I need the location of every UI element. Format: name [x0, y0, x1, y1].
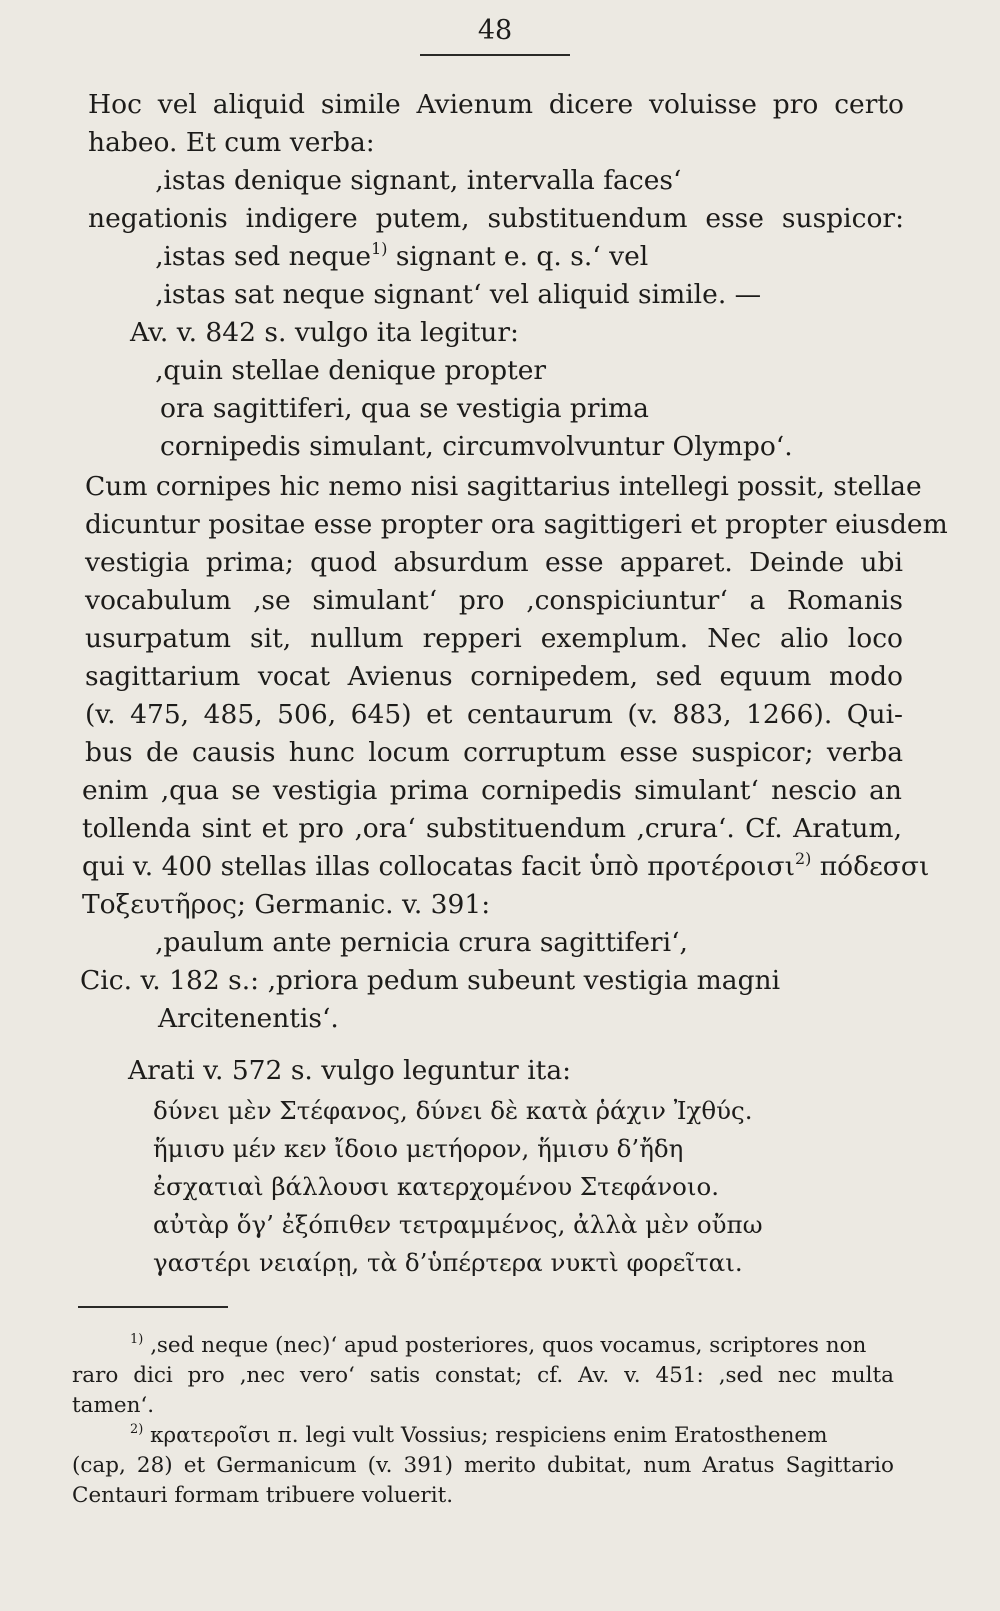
footnote-line: $^{1)}$ ‚sed neque (nec)‘ apud posteriores, quos vocamus, scriptores non	[130, 1331, 867, 1358]
quote-line: Arcitenentis‘.	[158, 1003, 339, 1034]
quote-line: ‚quin stellae denique propter	[155, 355, 547, 386]
text-line: qui v. 400 stellas illas collocatas facit ὑπὸ προτέροισι$^{2)}$ πόδεσσι	[82, 848, 930, 882]
text-line: usurpatum sit, nullum repperi exemplum. Nec alio loco	[85, 623, 903, 654]
text-line: enim ‚qua se vestigia prima cornipedis simulant‘ nescio an	[82, 775, 902, 806]
header-rule	[420, 54, 570, 56]
greek-verse: ἥμισυ μέν κεν ἴδοιο μετήορον, ἥμισυ δ’ἤδη	[153, 1134, 684, 1163]
quote-line: ‚istas denique signant, intervalla faces‘	[155, 165, 682, 196]
page-number: 48	[477, 15, 513, 46]
footnote-mark: 2)	[130, 1421, 144, 1437]
greek-verse: δύνει μὲν Στέφανος, δύνει δὲ κατὰ ῥάχιν Ἰχθύς.	[153, 1096, 753, 1125]
text-line: dicuntur positae esse propter ora sagittigeri et propter eiusdem	[85, 509, 948, 540]
footnote-line: tamen‘.	[72, 1393, 155, 1418]
text-line: vocabulum ‚se simulant‘ pro ‚conspiciuntur‘ a Romanis	[85, 585, 903, 616]
text-line: Cic. v. 182 s.: ‚priora pedum subeunt vestigia magni	[80, 965, 781, 996]
text-line: Arati v. 572 s. vulgo leguntur ita:	[128, 1055, 572, 1086]
text-line: (v. 475, 485, 506, 645) et centaurum (v. 883, 1266). Qui-	[85, 699, 903, 730]
quote-line: ‚istas sat neque signant‘ vel aliquid simile. —	[155, 279, 762, 310]
footnote-mark: 1)	[130, 1331, 144, 1347]
footnote-line: raro dici pro ‚nec vero‘ satis constat; cf. Av. v. 451: ‚sed nec multa	[72, 1363, 894, 1388]
greek-verse: γαστέρι νειαίρῃ, τὰ δ’ὑπέρτερα νυκτὶ φορεῖται.	[153, 1248, 743, 1277]
text-line: Av. v. 842 s. vulgo ita legitur:	[130, 317, 519, 348]
footnote-ref: 1)	[371, 238, 388, 258]
footnote-ref: 2)	[795, 848, 812, 868]
text-line: negationis indigere putem, substituendum esse suspicor:	[88, 203, 904, 234]
quote-line: ‚istas sed neque$^{1)}$ signant e. q. s.‘ vel	[155, 238, 649, 272]
quote-line: ora sagittiferi, qua se vestigia prima	[160, 393, 649, 424]
greek-verse: ἐσχατιαὶ βάλλουσι κατερχομένου Στεφάνοιο.	[153, 1172, 719, 1201]
text-line: Hoc vel aliquid simile Avienum dicere voluisse pro certo	[88, 89, 904, 120]
footnote-line: $^{2)}$ κρατεροῖσι π. legi vult Vossius; respiciens enim Eratosthenem	[130, 1421, 828, 1448]
text-line: habeo. Et cum verba:	[88, 127, 375, 158]
footnote-line: Centauri formam tribuere voluerit.	[72, 1483, 454, 1508]
footnote-line: (cap, 28) et Germanicum (v. 391) merito dubitat, num Aratus Sagittario	[72, 1453, 894, 1478]
quote-line: cornipedis simulant, circumvolvuntur Olympo‘.	[160, 431, 793, 462]
text-line: Cum cornipes hic nemo nisi sagittarius intellegi possit, stellae	[85, 471, 922, 502]
text-line: Τοξευτῆρος; Germanic. v. 391:	[82, 889, 491, 920]
text-line: tollenda sint et pro ‚ora‘ substituendum ‚crura‘. Cf. Aratum,	[82, 813, 902, 844]
text-line: vestigia prima; quod absurdum esse apparet. Deinde ubi	[85, 547, 903, 578]
greek-verse: αὐτὰρ ὅγ’ ἐξόπιθεν τετραμμένος, ἀλλὰ μὲν οὔπω	[153, 1210, 763, 1239]
footnote-rule	[78, 1306, 228, 1308]
quote-line: ‚paulum ante pernicia crura sagittiferi‘,	[155, 927, 688, 958]
text-line: sagittarium vocat Avienus cornipedem, sed equum modo	[85, 661, 903, 692]
text-line: bus de causis hunc locum corruptum esse suspicor; verba	[85, 737, 903, 768]
